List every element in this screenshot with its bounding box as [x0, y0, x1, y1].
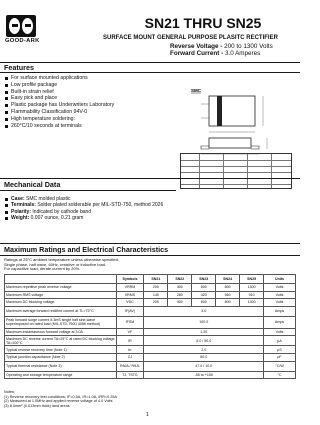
value-cell: 2.0 — [144, 346, 264, 354]
value-cell: 140 — [144, 291, 168, 299]
symbol-cell: IR — [116, 336, 144, 346]
value-cell: 3.0 — [144, 306, 264, 316]
value-cell: 1300 — [240, 299, 264, 307]
column-header: Units — [264, 275, 296, 284]
unit-cell: µS — [264, 346, 296, 354]
unit-cell: °C — [264, 371, 296, 379]
features-list — [4, 75, 172, 129]
ratings-table — [4, 274, 296, 379]
dimensions-table — [180, 153, 292, 189]
table-row — [5, 316, 296, 328]
divider — [0, 72, 300, 73]
column-header: Symbols — [116, 275, 144, 284]
column-header: SN24 — [216, 275, 240, 284]
divider — [0, 62, 300, 63]
table-header-row — [5, 275, 296, 284]
unit-cell: pF — [264, 353, 296, 361]
value-cell: 1.20 — [144, 328, 264, 336]
param-cell: Maximum RMS voltage — [5, 291, 117, 299]
value-cell: 200 — [144, 284, 168, 292]
note-line: Single phase, half wave, 60Hz, resistive or inductive load. — [4, 261, 107, 267]
column-header: SN25 — [240, 275, 264, 284]
value-cell: -55 to +150 — [144, 371, 264, 379]
symbol-cell: VRRM — [116, 284, 144, 292]
list-item: High temperature soldering: — [4, 116, 172, 123]
value-cell: 600 — [192, 299, 216, 307]
value-cell: 600 — [192, 284, 216, 292]
brand-name: GOOD-ARK — [5, 38, 40, 44]
reverse-voltage-value: 200 to 1300 Volts — [224, 43, 273, 50]
note-line: Notes: — [4, 390, 15, 394]
ratings-heading: Maximum Ratings and Electrical Characteristics — [4, 245, 169, 254]
package-label: SMC — [191, 88, 201, 93]
param-cell: Typical reverse recovery time (Note 1) — [5, 346, 117, 354]
param-cell: Maximum DC blocking voltage — [5, 299, 117, 307]
note-line: (3) 8.0mm² (0.013mm thick) land areas — [4, 403, 70, 408]
mechanical-list — [4, 196, 176, 222]
list-item: 260°C/10 seconds at terminals — [4, 123, 172, 130]
value-cell: 280 — [168, 291, 192, 299]
note-line: (1) Reverse recovery test conditions: IF=0.5A, IR=1.0A, IRR=0.25A — [4, 394, 118, 399]
value-cell: 800 — [216, 299, 240, 307]
unit-cell: Volts — [264, 328, 296, 336]
symbol-cell: VF — [116, 328, 144, 336]
column-header: SN21 — [144, 275, 168, 284]
note-line: (2) Measured at 1.0MHz and applied reverse voltage of 4.0 Volts — [4, 399, 113, 403]
value-cell: 400 — [168, 299, 192, 307]
list-item — [4, 215, 176, 221]
forward-current-value: 3.0 Amperes — [224, 50, 261, 57]
table-row — [5, 306, 296, 316]
param-cell: Operating and storage temperature range — [5, 371, 117, 379]
list-item: Flammability Classification 94V-0 — [4, 109, 172, 116]
mechanical-heading: Mechanical Data — [4, 180, 61, 189]
value-cell: 47.0 / 10.0 — [144, 361, 264, 371]
list-item: Easy pick and place — [4, 95, 172, 102]
symbol-cell: IF(AV) — [116, 306, 144, 316]
item-label: Polarity: — [11, 208, 32, 215]
page-title: SN21 THRU SN25 — [144, 15, 262, 31]
column-header: SN23 — [192, 275, 216, 284]
item-label: Terminals: — [11, 202, 36, 209]
forward-current-label: Forward Current - — [170, 50, 224, 57]
symbol-cell: RθJA / RθJL — [116, 361, 144, 371]
param-cell: Maximum instantaneous forward voltage at 3.0A — [5, 328, 117, 336]
reverse-voltage-spec — [170, 43, 273, 50]
value-cell: 560 — [216, 291, 240, 299]
symbol-cell: IFSM — [116, 316, 144, 328]
param-cell: Typical junction capacitance (Note 2) — [5, 353, 117, 361]
unit-cell: Amps — [264, 306, 296, 316]
item-text: Solder plated solderable per MIL-STD-750, method 2026 — [37, 202, 164, 209]
table-row — [5, 346, 296, 354]
symbol-cell: VDC — [116, 299, 144, 307]
value-cell: 1300 — [240, 284, 264, 292]
divider — [0, 255, 300, 256]
list-item: For surface mounted applications — [4, 75, 172, 82]
note-line: Ratings at 25°C ambient temperature unless otherwise specified. — [4, 257, 119, 262]
value-cell: 800 — [216, 284, 240, 292]
symbol-cell: TJ, TSTG — [116, 371, 144, 379]
table-row — [5, 353, 296, 361]
symbol-cell: trr — [116, 346, 144, 354]
table-row — [5, 371, 296, 379]
table-row — [5, 299, 296, 307]
column-header: SN22 — [168, 275, 192, 284]
table-row — [5, 291, 296, 299]
param-cell: Maximum average forward rectified current at TL=75°C — [5, 306, 117, 316]
column-header — [5, 275, 117, 284]
subtitle: SURFACE MOUNT GENERAL PURPOSE PLASITC RECTIFIER — [103, 35, 278, 41]
note-line: For capacitive load, derate current by 20%. — [4, 266, 81, 272]
value-cell: 910 — [240, 291, 264, 299]
item-text: 0.007 ounce, 0.21 gram — [30, 215, 84, 222]
divider — [0, 190, 176, 191]
reverse-voltage-label: Reverse Voltage - — [170, 43, 223, 50]
logo-icon — [6, 15, 36, 37]
item-text: Indicated by cathode band — [32, 208, 92, 215]
forward-current-spec — [170, 50, 260, 57]
features-heading: Features — [4, 63, 34, 72]
symbol-cell: VRMS — [116, 291, 144, 299]
ratings-notes — [4, 258, 254, 272]
divider — [0, 178, 300, 179]
unit-cell: Volts — [264, 284, 296, 292]
param-cell: Maximum DC reverse current TA=25°C at rated DC blocking voltage TA=100°C — [6, 336, 115, 345]
unit-cell: Amps — [264, 316, 296, 328]
table-row — [5, 336, 296, 346]
divider — [0, 243, 300, 244]
value-cell: 60.0 — [144, 353, 264, 361]
item-text: SMC molded plastic — [26, 196, 71, 202]
value-cell: 400 — [168, 284, 192, 292]
value-cell: 200 — [144, 299, 168, 307]
param-cell: Typical thermal resistance (Note 3) — [5, 361, 117, 371]
table-row — [5, 361, 296, 371]
param-cell: Peak forward surge current 8.3mS single half sine-wave superimposed on rated load (MIL-STD-750D 4066 method) — [5, 316, 117, 328]
unit-cell: °C/W — [264, 361, 296, 371]
value-cell: 420 — [192, 291, 216, 299]
table-row — [5, 284, 296, 292]
unit-cell: Volts — [264, 291, 296, 299]
list-item: Low profile package — [4, 82, 172, 89]
symbol-cell: CJ — [116, 353, 144, 361]
page-number: 1 — [146, 412, 149, 418]
footnotes — [4, 390, 294, 408]
list-item: Plastic package has Underwriters Laboratory — [4, 102, 172, 109]
list-item: Built-in strain relief — [4, 89, 172, 96]
unit-cell: µA — [264, 336, 296, 346]
value-cell: 100.0 — [144, 316, 264, 328]
value-cell: 5.0 / 50.0 — [144, 336, 264, 346]
unit-cell: Volts — [264, 299, 296, 307]
item-label: Case: — [11, 196, 25, 202]
table-row — [5, 328, 296, 336]
item-label: Weight: — [11, 215, 30, 222]
param-cell: Maximum repetitive peak reverse voltage — [5, 284, 117, 292]
